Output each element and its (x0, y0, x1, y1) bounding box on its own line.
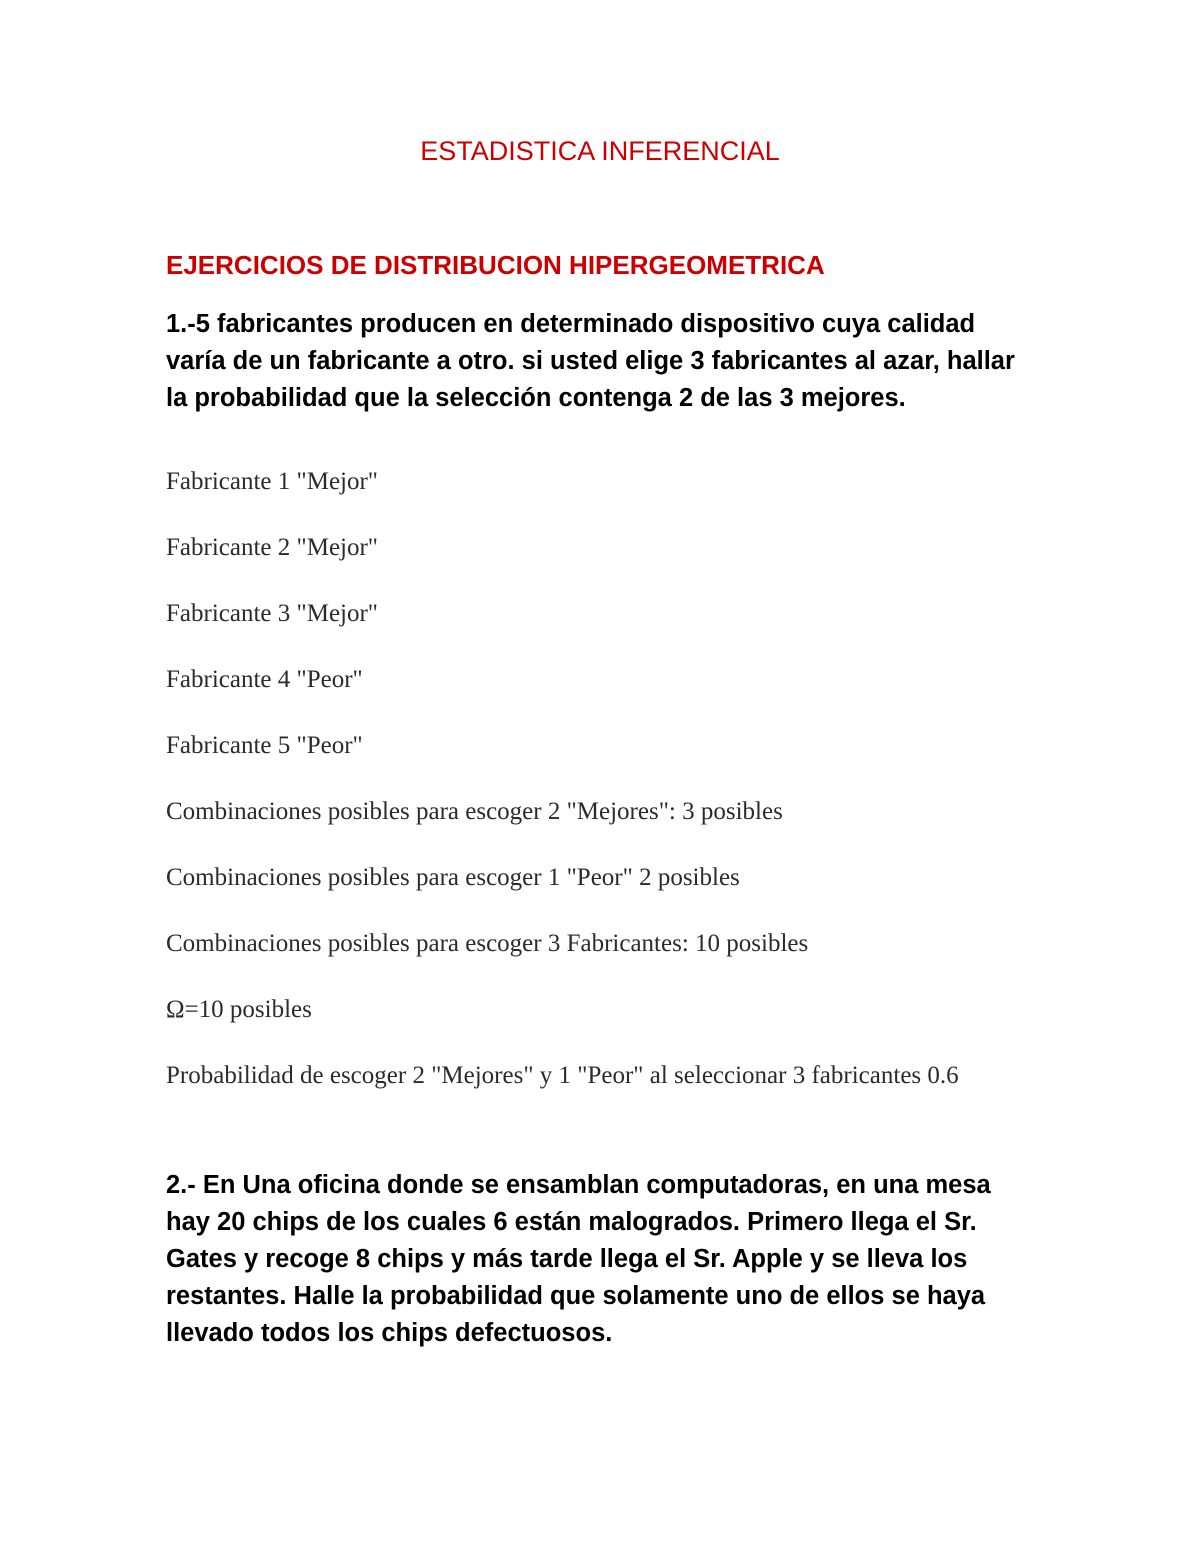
combinations-total-line: Combinaciones posibles para escoger 3 Fabricantes: 10 posibles (166, 930, 809, 957)
combinations-best-line: Combinaciones posibles para escoger 2 "Mejores": 3 posibles (166, 798, 783, 825)
manufacturer-line-3: Fabricante 3 "Mejor" (166, 600, 379, 627)
manufacturer-line-1: Fabricante 1 "Mejor" (166, 468, 379, 495)
document-title: ESTADISTICA INFERENCIAL (420, 136, 780, 166)
manufacturer-line-5: Fabricante 5 "Peor" (166, 732, 363, 759)
manufacturer-line-2: Fabricante 2 "Mejor" (166, 534, 379, 561)
sample-space-line: Ω=10 posibles (166, 996, 312, 1023)
manufacturer-line-4: Fabricante 4 "Peor" (166, 666, 363, 693)
section-heading: EJERCICIOS DE DISTRIBUCION HIPERGEOMETRICA (166, 250, 825, 280)
combinations-worst-line: Combinaciones posibles para escoger 1 "Peor" 2 posibles (166, 864, 740, 891)
probability-result-line: Probabilidad de escoger 2 "Mejores" y 1 "Peor" al seleccionar 3 fabricantes 0.6 (166, 1062, 959, 1089)
exercise-1-question: 1.-5 fabricantes producen en determinado dispositivo cuya calidad varía de un fabricante a otro. si usted elige 3 fabricantes al azar, hallar la probabilidad que la selección contenga 2 de las 3 mejores. (166, 310, 1015, 412)
exercise-2-question: 2.- En Una oficina donde se ensamblan computadoras, en una mesa hay 20 chips de los cuales 6 están malogrados. Primero llega el Sr. Gates y recoge 8 chips y más tarde llega el Sr. Apple y se lleva los restantes. Halle la probabilidad que solamente uno de ellos se haya llevado todos los chips defectuosos. (166, 1171, 991, 1347)
